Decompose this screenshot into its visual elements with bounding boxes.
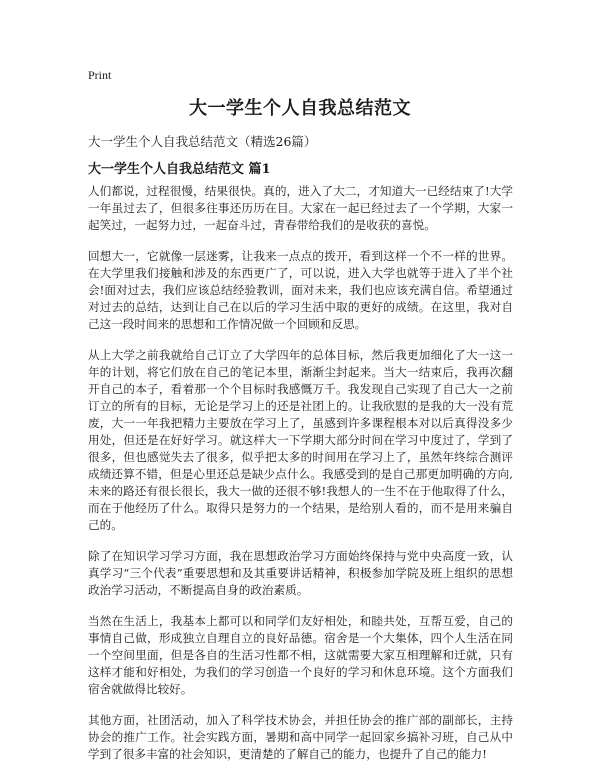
section-heading: 大一学生个人自我总结范文 篇1: [88, 162, 271, 177]
paragraph: 从上大学之前我就给自己订立了大学四年的总体目标，然后我更加细化了大一这一年的计划，将它们放在自己的笔记本里，渐渐尘封起来。当大一结束后，我再次翻开自己的本子，看着那一个个目标时我感慨万千。我发现自己实现了自己大一之前订立的所有的目标，无论是学习上的还是社团上的。让我欣慰的是我的大一没有荒废，大一一年我把精力主要放在学习上了，虽感到许多课程根本对以后真得没多少用处，但还是在好好学习。就这样大一下学期大部分时间在学习中度过了，学到了很多，但也感觉失去了很多，似乎把太多的时间用在学习上了，虽然年终综合测评成绩还算不错，但是心里还总是缺少点什么。我感受到的是自己那更加明确的方向,未来的路还有很长很长，我大一做的还很不够!我想人的一生不在于他取得了什么，而在于他经历了什么。取得只是努力的一个结果，是给别人看的，而不是用来骗自己的。: [88, 348, 513, 532]
document-title: 大一学生个人自我总结范文: [189, 98, 411, 119]
print-link[interactable]: Print: [88, 68, 112, 82]
paragraph: 当然在生活上，我基本上都可以和同学们友好相处，和睦共处，互帮互爱，自己的事情自己做，形成独立自理自立的良好品德。宿舍是一个大集体，四个人生活在同一个空间里面，但是各自的生活习性都不相，这就需要大家互相理解和迁就，只有这样才能和好相处，为我们的学习创造一个良好的学习和休息环境。这个方面我们宿舍就做得比较好。: [88, 614, 513, 696]
paragraph: 回想大一，它就像一层迷雾，让我来一点点的拨开，看到这样一个不一样的世界。在大学里我们接触和涉及的东西更广了，可以说，进入大学也就等于进入了半个社会!面对过去，我们应该总结经验教训，面对未来，我们也应该充满自信。希望通过对过去的总结，达到让自己在以后的学习生活中取的更好的成绩。在这里，我对自己这一段时间来的思想和工作情况做一个回顾和反思。: [88, 249, 513, 331]
document-subtitle: 大一学生个人自我总结范文（精选26篇）: [88, 134, 317, 149]
paragraph: 人们都说，过程很慢，结果很快。真的，进入了大二，才知道大一已经结束了!大学一年虽过去了，但很多往事还历历在目。大家在一起已经过去了一个学期，大家一起笑过，一起努力过，一起奋斗过，青春带给我们的是收获的喜悦。: [88, 184, 513, 232]
document-body: [88, 183, 513, 777]
paragraph: 除了在知识学习学习方面，我在思想政治学习方面始终保持与党中央高度一致，认真学习“三个代表”重要思想和及其重要讲话精神，积极参加学院及班上组织的思想政治学习活动，不断提高自身的政治素质。: [88, 549, 513, 597]
paragraph: 其他方面，社团活动，加入了科学技术协会，并担任协会的推广部的副部长，主持协会的推广工作。社会实践方面，暑期和高中同学一起回家乡搞补习班，自己从中学到了很多丰富的社会知识，更清楚的了解自己的能力，也提升了自己的能力!: [88, 713, 513, 761]
